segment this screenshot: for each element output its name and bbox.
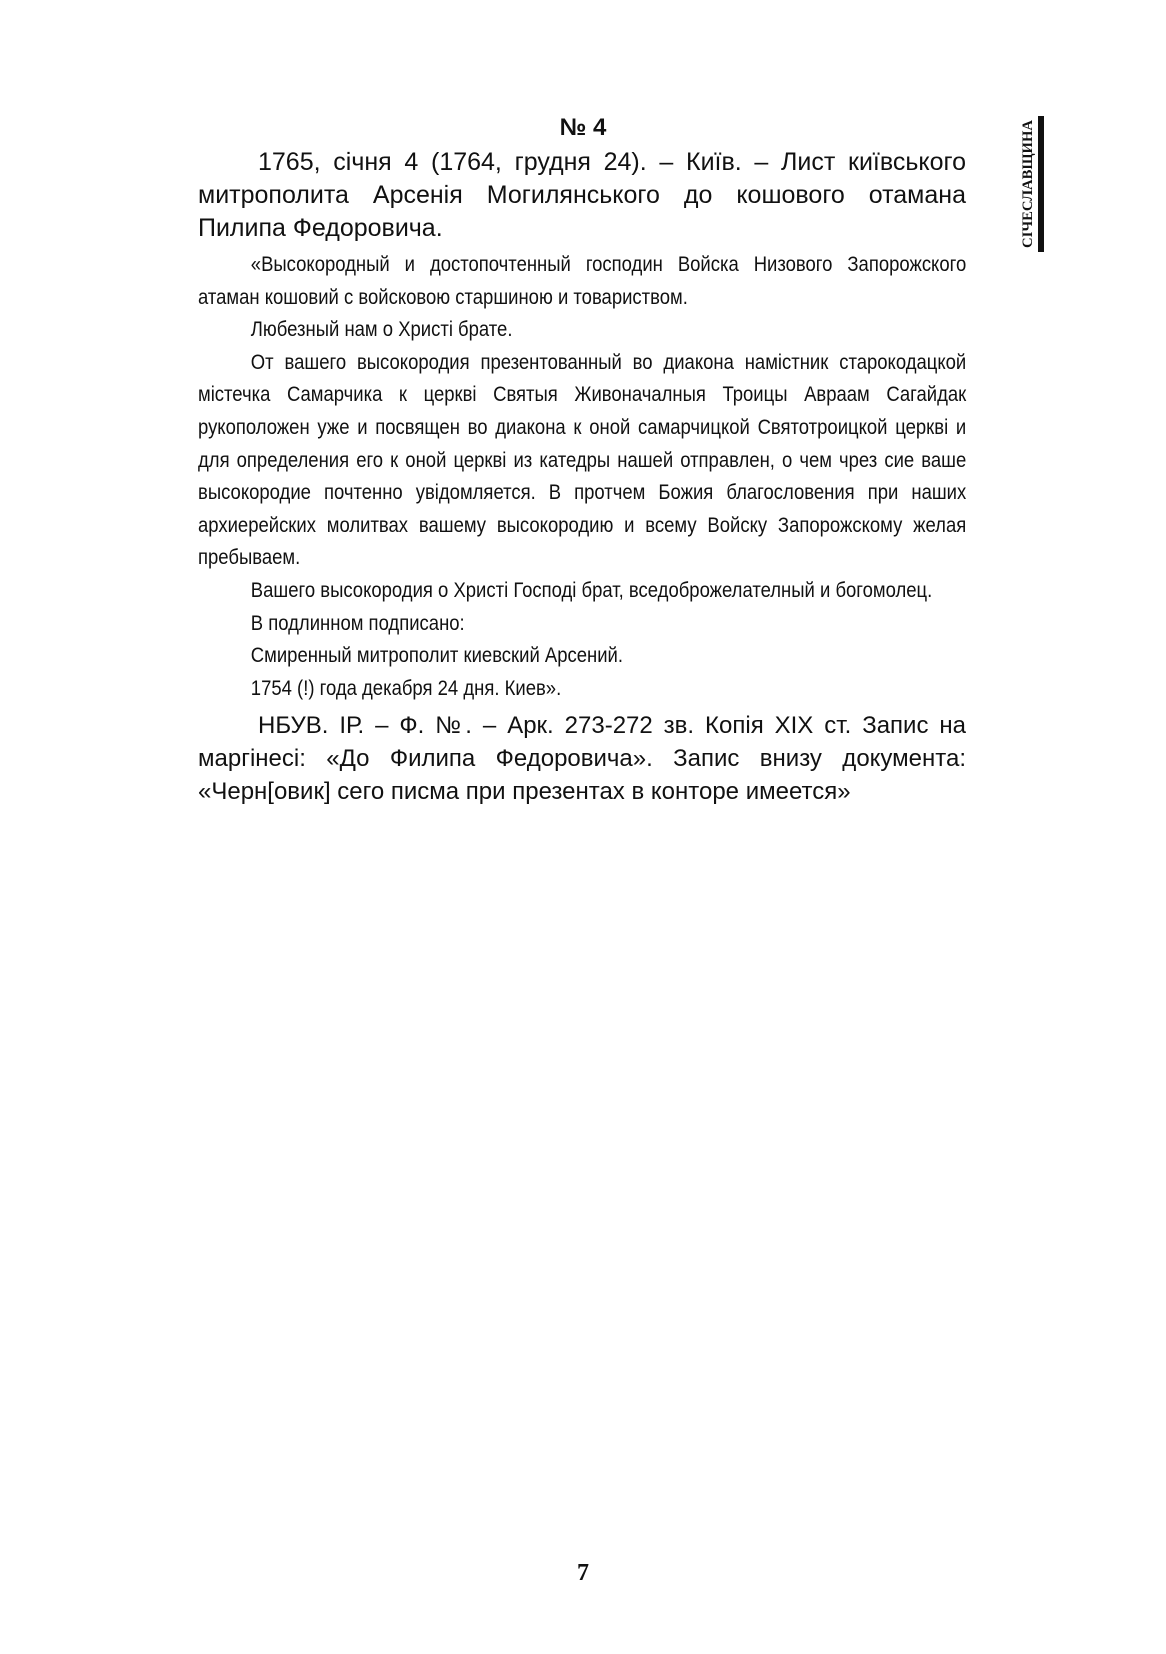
- source-note-text: НБУВ. ІР. – Ф. №. – Арк. 273-272 зв. Копія ХІХ ст. Запис на маргінесі: «До Филипа Федоровича». Запис внизу документа: «Черн[овик] сего писма при презентах в конторе имеется»: [198, 712, 966, 806]
- document-number: № 4: [559, 114, 607, 141]
- letter-paragraph: «Высокородный и достопочтенный господин Войска Низового Запорожского атаман кошовий с войсковою старшиною и товариством.: [198, 253, 967, 309]
- document-heading: [198, 146, 966, 245]
- document-body: [198, 146, 966, 808]
- page-number: 7: [577, 1560, 589, 1586]
- letter-paragraph: В подлинном подписано:: [250, 611, 465, 635]
- source-note: [198, 709, 966, 808]
- sicheslavshchyna-logo: [1012, 116, 1052, 266]
- letter-text: [198, 249, 966, 705]
- logo-text: СІЧЕСЛАВЩИНА: [1020, 117, 1036, 248]
- logo-bar: [1038, 116, 1044, 252]
- letter-paragraph: Смиренный митрополит киевский Арсений.: [250, 644, 624, 668]
- letter-paragraph: 1754 (!) года декабря 24 дня. Киев».: [250, 676, 562, 700]
- letter-paragraph: Любезный нам о Христі брате.: [250, 318, 513, 342]
- letter-paragraph: От вашего высокородия презентованный во диакона намістник старокодацкой містечка Самарчика к церкві Святыя Живоначалныя Троицы Авраам Сагайдак рукоположен уже и посвящен во диакона к оной самарчицкой Святотроицкой церкві и для определения его к оной церкві из катедры нашей отправлен, о чем чрез сие ваше высокородие почтенно увідомляется. В протчем Божия благословения при наших архиерейских молитвах вашему высокородию и всему Войску Запорожскому желая пребываем.: [198, 350, 967, 570]
- heading-text: 1765, січня 4 (1764, грудня 24). – Київ. – Лист київського митрополита Арсенія Могилянського до кошового отамана Пилипа Федоровича.: [198, 148, 966, 242]
- letter-paragraph: Вашего высокородия о Христі Господі брат, вседоброжелателный и богомолец.: [250, 578, 933, 602]
